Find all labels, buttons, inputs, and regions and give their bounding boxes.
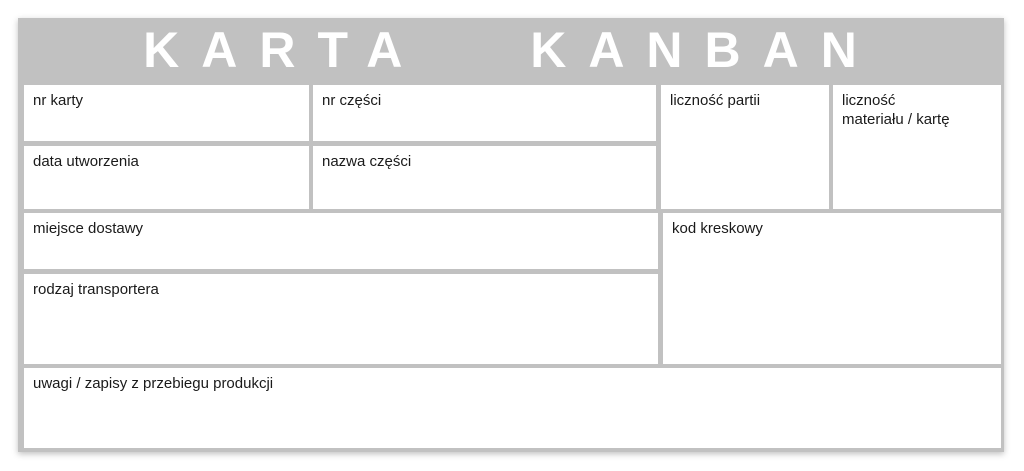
- field-miejsce-dostawy: miejsce dostawy: [24, 213, 658, 269]
- field-data-utworzenia: data utworzenia: [24, 146, 309, 209]
- field-licznosc-partii: liczność partii: [661, 85, 829, 209]
- field-kod-kreskowy: kod kreskowy: [663, 213, 1001, 364]
- kanban-card: [18, 18, 1004, 452]
- card-title: KARTA KANBAN: [143, 22, 879, 78]
- field-uwagi: uwagi / zapisy z przebiegu produkcji: [24, 368, 1001, 448]
- field-licznosc-materialu: liczność materiału / kartę: [833, 85, 1001, 209]
- field-nr-karty: nr karty: [24, 85, 309, 141]
- field-rodzaj-transportera: rodzaj transportera: [24, 274, 658, 364]
- field-nr-czesci: nr części: [313, 85, 656, 141]
- field-nazwa-czesci: nazwa części: [313, 146, 656, 209]
